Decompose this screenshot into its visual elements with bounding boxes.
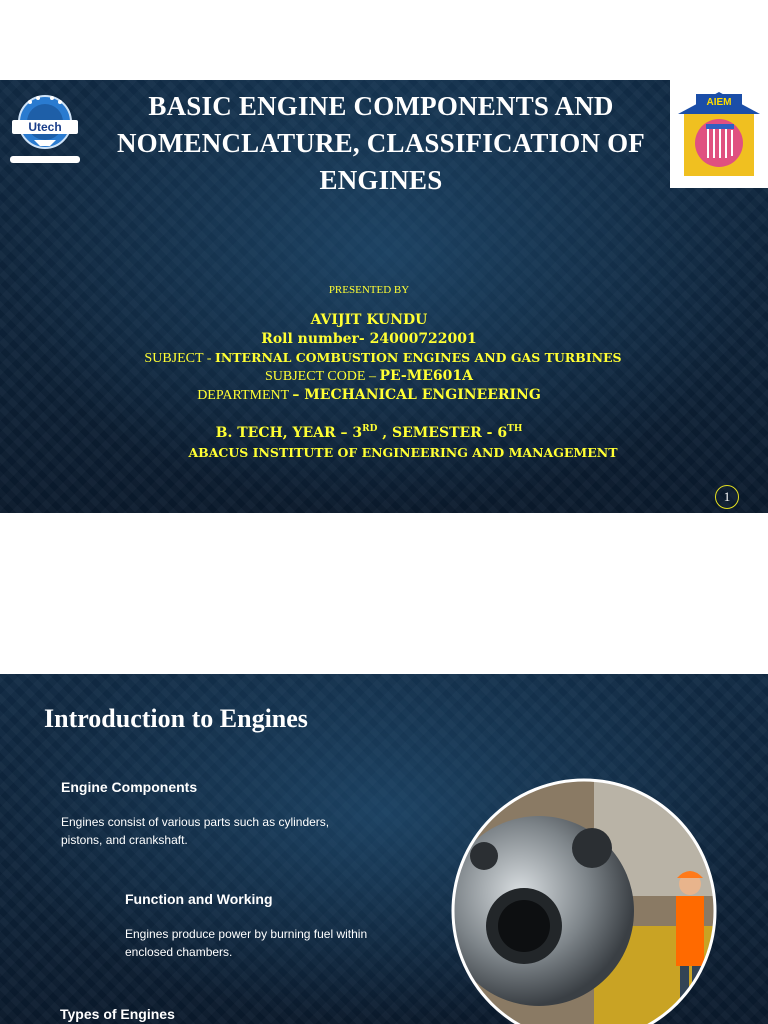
svg-text:Utech: Utech (28, 120, 62, 134)
year-text: B. TECH, YEAR – 3 (215, 425, 363, 441)
subject-line (14, 350, 752, 367)
department-line (0, 387, 738, 404)
semester-text: , SEMESTER - 6 (377, 425, 508, 441)
subject-code-line (0, 368, 738, 385)
engine-worker-photo (444, 776, 724, 1024)
presenter-name: AVIJIT KUNDU (310, 312, 428, 328)
subject-code-value: PE-ME601A (379, 368, 473, 384)
utech-logo (4, 90, 86, 168)
section-heading: Types of Engines (60, 1006, 175, 1022)
subject-value: INTERNAL COMBUSTION ENGINES AND GAS TURBINES (214, 350, 622, 365)
semester-suffix: TH (507, 424, 523, 434)
title-slide (0, 80, 768, 513)
year-suffix: RD (362, 424, 378, 434)
subject-label: SUBJECT - (144, 351, 215, 366)
introduction-slide (0, 674, 768, 1024)
department-label: DEPARTMENT (197, 388, 293, 403)
section-body: Engines produce power by burning fuel within enclosed chambers. (125, 927, 368, 959)
slide-title: Introduction to Engines (44, 704, 308, 733)
roll-number: Roll number- 24000722001 (261, 331, 477, 347)
year-semester-line (0, 424, 738, 441)
department-value: – MECHANICAL ENGINEERING (292, 387, 541, 403)
presented-by-label: PRESENTED BY (328, 284, 410, 296)
section-body: Engines consist of various parts such as cylinders, pistons, and crankshaft. (61, 815, 330, 847)
svg-text:AIEM: AIEM (706, 97, 732, 108)
section-heading: Function and Working (125, 891, 273, 907)
presentation-title: BASIC ENGINE COMPONENTS AND NOMENCLATURE, CLASSIFICATION OF ENGINES (116, 91, 645, 195)
institute-name: ABACUS INSTITUTE OF ENGINEERING AND MANAGEMENT (188, 445, 618, 460)
page-number-badge: 1 (715, 485, 739, 509)
section-heading: Engine Components (61, 779, 198, 795)
aiem-logo (670, 80, 768, 188)
subject-code-label: SUBJECT CODE – (264, 369, 380, 384)
